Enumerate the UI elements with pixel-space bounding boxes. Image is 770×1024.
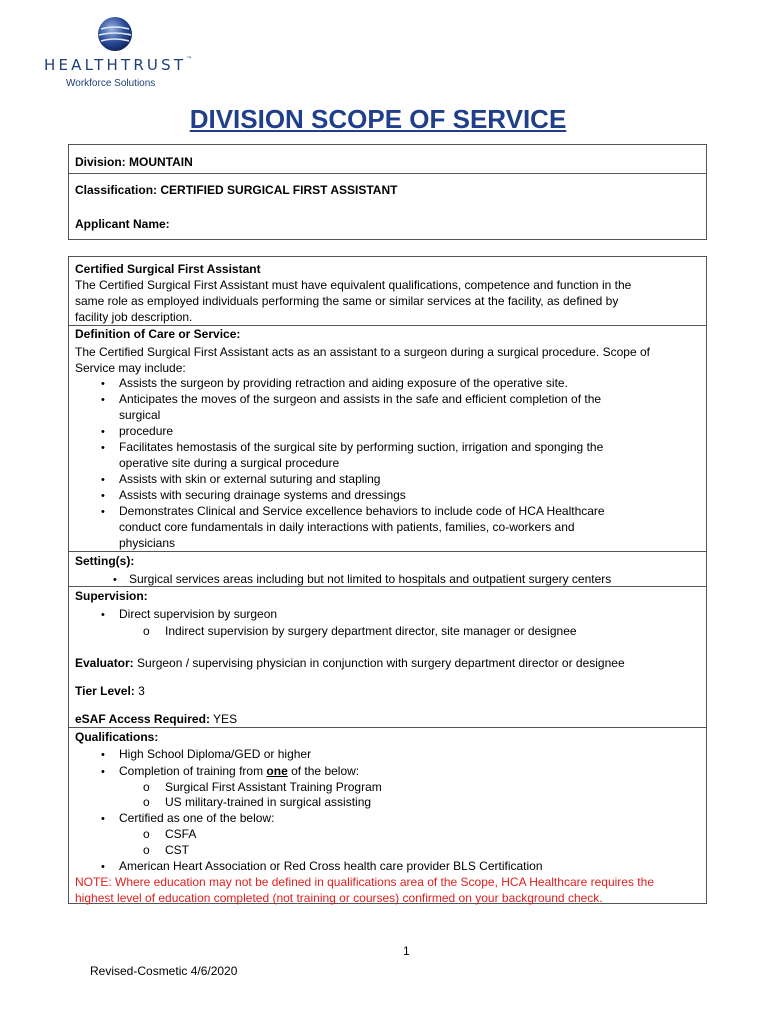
brand-subtitle: Workforce Solutions — [66, 78, 156, 89]
education-note: highest level of education completed (not training or courses) confirmed on your background check. — [75, 891, 603, 905]
bullet-icon: • — [101, 609, 105, 621]
list-item: Assists the surgeon by providing retraction and aiding exposure of the operative site. — [119, 376, 568, 390]
brand-name: HEALTHTRUST™ — [44, 56, 193, 74]
divider — [69, 551, 706, 552]
sub-bullet-icon: o — [143, 827, 150, 841]
esaf-line: eSAF Access Required: YES — [75, 712, 238, 726]
bullet-icon: • — [101, 378, 105, 390]
bullet-icon: • — [101, 394, 105, 406]
list-item: surgical — [119, 408, 161, 422]
bullet-icon: • — [101, 490, 105, 502]
setting-heading: Setting(s): — [75, 554, 135, 568]
bullet-icon: • — [101, 506, 105, 518]
globe-icon — [97, 16, 133, 52]
bullet-icon: • — [101, 813, 105, 825]
definition-heading: Definition of Care or Service: — [75, 327, 241, 341]
role-heading: Certified Surgical First Assistant — [75, 262, 261, 276]
list-item: Indirect supervision by surgery department director, site manager or designee — [165, 624, 577, 638]
list-item: Certified as one of the below: — [119, 811, 275, 825]
sub-bullet-icon: o — [143, 795, 150, 809]
list-item: Demonstrates Clinical and Service excellence behaviors to include code of HCA Healthcare — [119, 504, 605, 518]
list-item: Anticipates the moves of the surgeon and assists in the safe and efficient completion of the — [119, 392, 602, 406]
classification-field: Classification: CERTIFIED SURGICAL FIRST ASSISTANT — [75, 183, 398, 197]
divider — [69, 173, 706, 174]
bullet-icon: • — [101, 766, 105, 778]
page-title: DIVISION SCOPE OF SERVICE — [189, 104, 567, 134]
role-line: same role as employed individuals performing the same or similar services at the facility, as defined by — [75, 294, 619, 308]
divider — [69, 727, 706, 728]
tier-level-line: Tier Level: 3 — [75, 684, 145, 698]
sub-bullet-icon: o — [143, 843, 150, 857]
list-item: conduct core fundamentals in daily interactions with patients, families, co-workers and — [119, 520, 575, 534]
definition-intro: Service may include: — [75, 361, 186, 375]
list-item: Completion of training from one of the below: — [119, 764, 360, 778]
bullet-icon: • — [101, 474, 105, 486]
bullet-icon: • — [101, 442, 105, 454]
page-number: 1 — [403, 944, 410, 958]
sub-bullet-icon: o — [143, 624, 150, 638]
bullet-icon: • — [113, 574, 117, 586]
sub-bullet-icon: o — [143, 780, 150, 794]
list-item: High School Diploma/GED or higher — [119, 747, 312, 761]
list-item: Facilitates hemostasis of the surgical site by performing suction, irrigation and sponging the — [119, 440, 604, 454]
bullet-icon: • — [101, 861, 105, 873]
division-field: Division: MOUNTAIN — [75, 155, 193, 169]
list-item: CST — [165, 843, 189, 857]
bullet-icon: • — [101, 749, 105, 761]
evaluator-line: Evaluator: Surgeon / supervising physician in conjunction with surgery department director or designee — [75, 656, 625, 670]
healthtrust-logo — [44, 14, 194, 94]
list-item: Assists with skin or external suturing and stapling — [119, 472, 381, 486]
role-line: facility job description. — [75, 310, 193, 324]
revision-footer: Revised-Cosmetic 4/6/2020 — [90, 964, 238, 978]
list-item: operative site during a surgical procedure — [119, 456, 340, 470]
list-item: CSFA — [165, 827, 197, 841]
qualifications-heading: Qualifications: — [75, 730, 159, 744]
list-item: American Heart Association or Red Cross health care provider BLS Certification — [119, 859, 543, 873]
divider — [69, 586, 706, 587]
education-note: NOTE: Where education may not be defined in qualifications area of the Scope, HCA Healthcare requires the — [75, 875, 654, 889]
list-item: US military-trained in surgical assisting — [165, 795, 372, 809]
role-line: The Certified Surgical First Assistant must have equivalent qualifications, competence and function in the — [75, 278, 632, 292]
list-item: physicians — [119, 536, 176, 550]
info-box — [68, 144, 707, 240]
definition-intro: The Certified Surgical First Assistant acts as an assistant to a surgeon during a surgical procedure. Scope of — [75, 345, 650, 359]
scope-box — [68, 256, 707, 904]
applicant-name-field: Applicant Name: — [75, 217, 170, 231]
supervision-heading: Supervision: — [75, 589, 148, 603]
list-item: procedure — [119, 424, 174, 438]
list-item: Surgical services areas including but not limited to hospitals and outpatient surgery centers — [129, 572, 612, 586]
list-item: Direct supervision by surgeon — [119, 607, 278, 621]
bullet-icon: • — [101, 426, 105, 438]
list-item: Assists with securing drainage systems and dressings — [119, 488, 406, 502]
list-item: Surgical First Assistant Training Program — [165, 780, 382, 794]
